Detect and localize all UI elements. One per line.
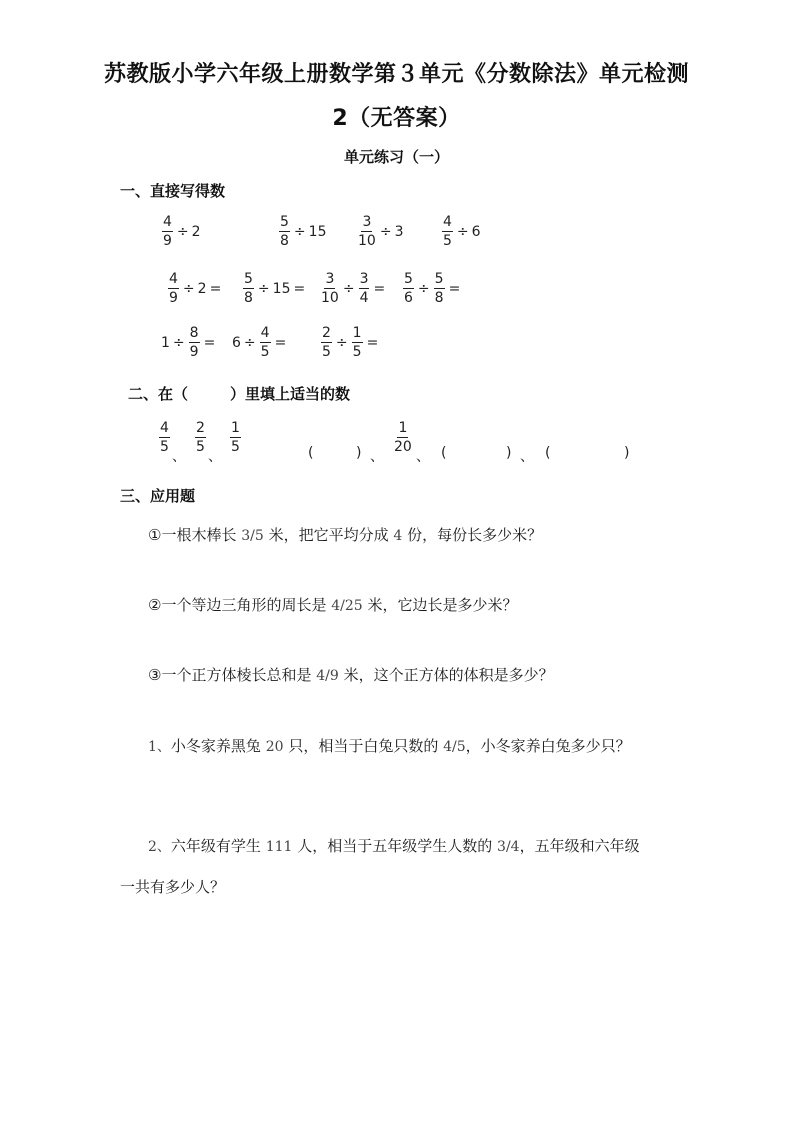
fraction: $\frac{5}{8}$ (280, 214, 289, 249)
fraction: $\frac{3}{4}$ (359, 271, 369, 306)
separator: 、 (520, 449, 534, 465)
fraction: $\frac{4}{9}$ (169, 271, 178, 306)
blank-3-close: ) (624, 445, 630, 461)
expression-r1-2: $\frac{5}{8}$ ÷ 15 (280, 214, 327, 249)
document-title-line2: 2（无答案） (332, 106, 461, 131)
fraction: $\frac{8}{9}$ (189, 325, 199, 360)
sequence-fraction-3: $\frac{1}{5}$ (231, 420, 240, 455)
expression-r1-4: $\frac{4}{5}$ ÷ 6 (443, 214, 481, 249)
expression-r2-2: $\frac{5}{8}$ ÷ 15 = (244, 271, 306, 306)
fraction: $\frac{4}{9}$ (163, 214, 172, 249)
blank-3-open: ( (545, 445, 551, 461)
expression-r3-2: 6 ÷ $\frac{4}{5}$ = (232, 325, 287, 360)
fraction: $\frac{3}{10}$ (358, 214, 376, 249)
expression-r2-1: $\frac{4}{9}$ ÷ 2 = (169, 271, 222, 306)
problem-3: ③一个正方体棱长总和是 4/9 米，这个正方体的体积是多少？ (148, 666, 554, 684)
blank-1-open: ( (308, 445, 314, 461)
expression-r3-1: 1 ÷ $\frac{8}{9}$ = (161, 325, 216, 360)
separator: 、 (416, 449, 430, 465)
expression-r1-1: $\frac{4}{9}$ ÷ 2 (163, 214, 201, 249)
problem-2: ②一个等边三角形的周长是 4/25 米，它边长是多少米？ (148, 596, 518, 614)
fraction: $\frac{2}{5}$ (322, 325, 331, 360)
blank-1-close: ) (356, 445, 362, 461)
separator: 、 (370, 449, 384, 465)
fraction: $\frac{3}{10}$ (321, 271, 339, 306)
separator: 、 (172, 449, 186, 465)
section3-heading: 三、应用题 (120, 487, 196, 505)
sequence-fraction-given: $\frac{1}{20}$ (394, 420, 412, 455)
document-subtitle: 单元练习（一） (343, 148, 449, 166)
separator: 、 (208, 449, 222, 465)
expression-r2-4: $\frac{5}{6}$ ÷ $\frac{5}{8}$ = (404, 271, 461, 306)
section2-heading: 二、在（ ）里填上适当的数 (128, 385, 351, 403)
blank-2-close: ) (506, 445, 512, 461)
fraction: $\frac{4}{5}$ (443, 214, 452, 249)
word-problem-1: 1、小冬家养黑兔 20 只，相当于白兔只数的 4/5，小冬家养白兔多少只？ (148, 737, 631, 755)
word-problem-2: 2、六年级有学生 111 人，相当于五年级学生人数的 3/4，五年级和六年级 (148, 837, 640, 855)
fraction: $\frac{5}{6}$ (404, 271, 413, 306)
blank-2-open: ( (441, 445, 447, 461)
document-title-line1: 苏教版小学六年级上册数学第３单元《分数除法》单元检测 (103, 62, 689, 87)
sequence-fraction-2: $\frac{2}{5}$ (196, 420, 205, 455)
sequence-fraction-1: $\frac{4}{5}$ (160, 420, 169, 455)
fraction: $\frac{5}{8}$ (244, 271, 253, 306)
fraction: $\frac{5}{8}$ (434, 271, 444, 306)
expression-r2-3: $\frac{3}{10}$ ÷ $\frac{3}{4}$ = (321, 271, 386, 306)
word-problem-2-line2: 一共有多少人？ (120, 878, 226, 896)
fraction: $\frac{4}{5}$ (260, 325, 270, 360)
section1-heading: 一、直接写得数 (120, 182, 226, 200)
expression-r3-3: $\frac{2}{5}$ ÷ $\frac{1}{5}$ = (322, 325, 379, 360)
fraction: $\frac{1}{5}$ (352, 325, 362, 360)
problem-1: ①一根木棒长 3/5 米，把它平均分成 4 份，每份长多少米？ (148, 526, 543, 544)
expression-r1-3: $\frac{3}{10}$ ÷ 3 (358, 214, 404, 249)
